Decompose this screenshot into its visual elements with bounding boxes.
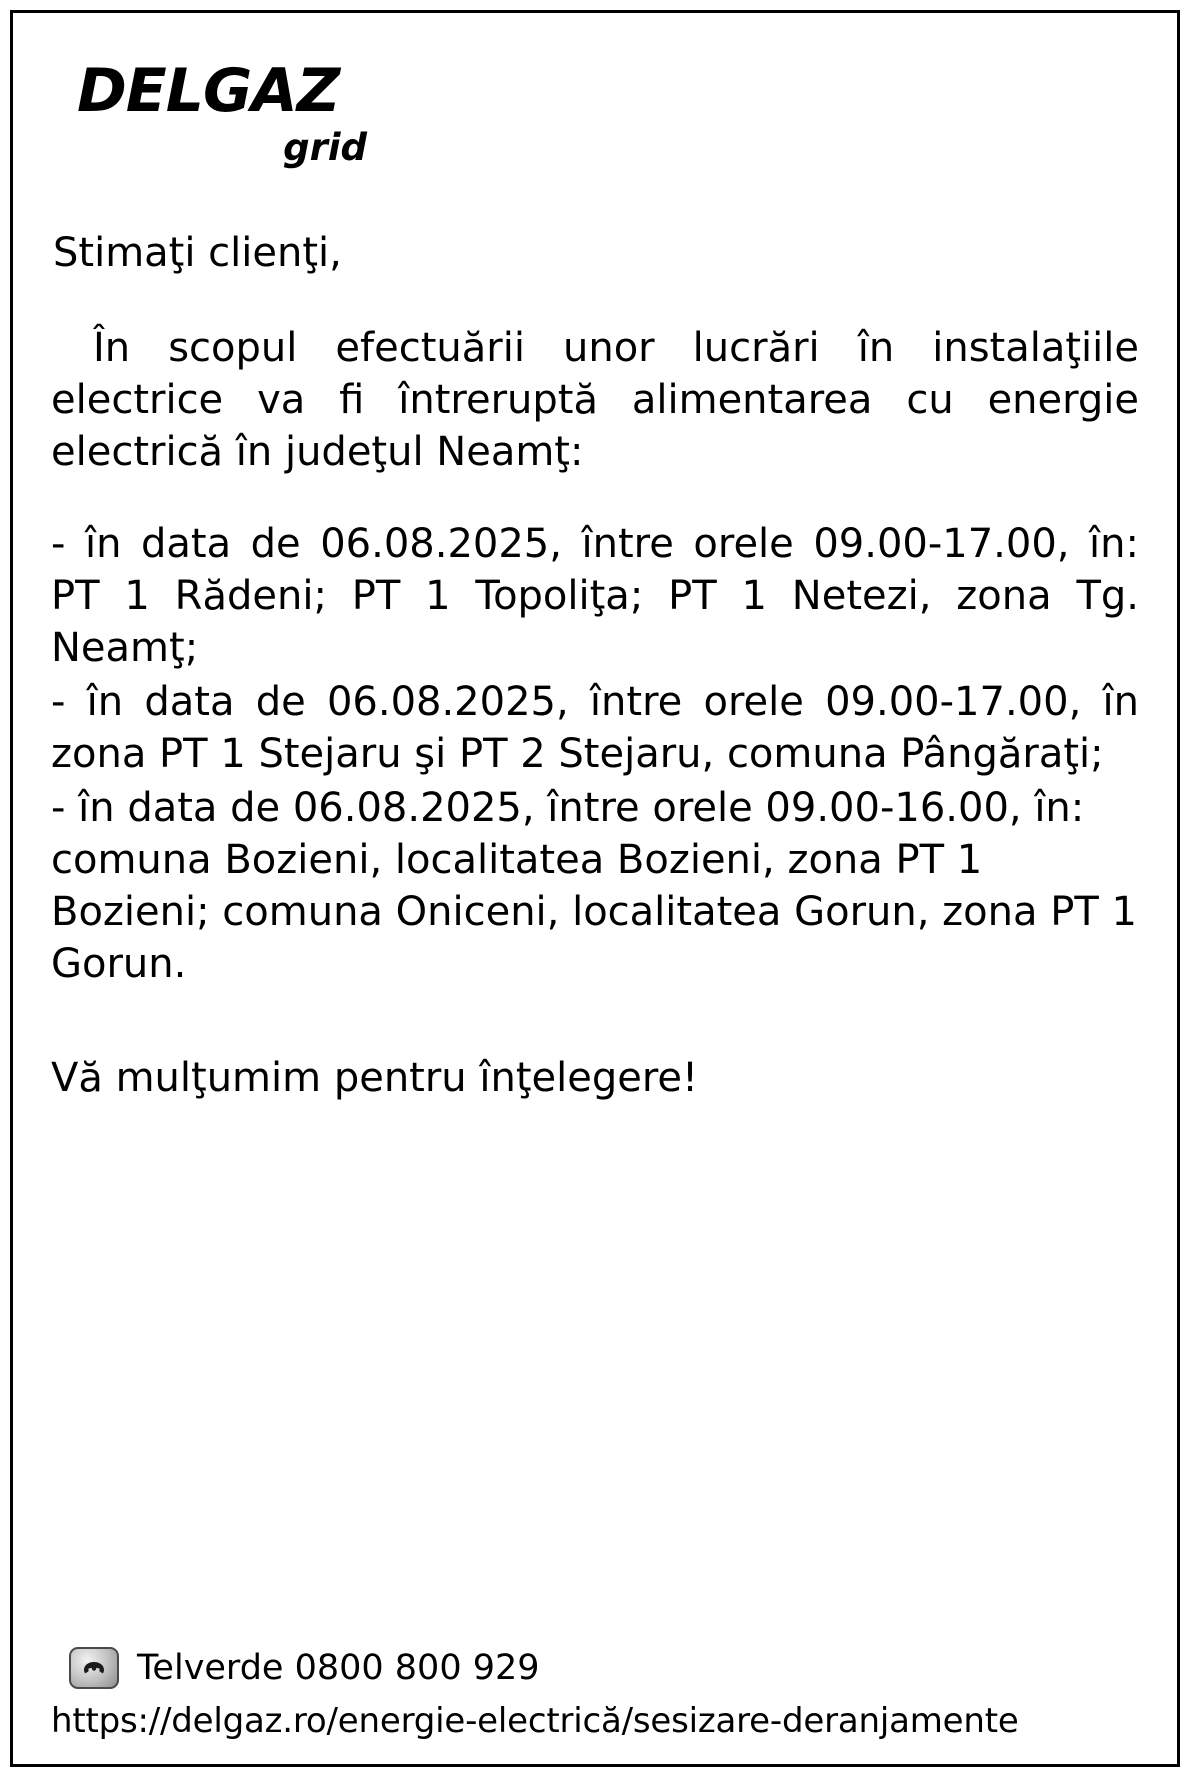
list-item: - în data de 06.08.2025, între orele 09.00-17.00, în zona PT 1 Stejaru şi PT 2 Stejaru, comuna Pângăraţi; [51, 679, 1139, 777]
logo-subtitle: grid [283, 126, 367, 169]
delgaz-grid-logo [77, 56, 377, 169]
website-url[interactable]: https://delgaz.ro/energie-electrică/sesizare-deranjamente [51, 1701, 1019, 1742]
logo-wordmark: DELGAZ [77, 56, 340, 126]
telverde-number: Telverde 0800 800 929 [137, 1647, 540, 1688]
list-item: - în data de 06.08.2025, între orele 09.00-16.00, în: comuna Bozieni, localitatea Bozieni, zona PT 1 Bozieni; comuna Oniceni, localitatea Gorun, zona PT 1 Gorun. [51, 785, 1137, 987]
salutation: Stimaţi clienţi, [53, 230, 342, 276]
outage-list [51, 518, 1139, 990]
telephone-icon [69, 1647, 119, 1689]
list-item: - în data de 06.08.2025, între orele 09.00-17.00, în: PT 1 Rădeni; PT 1 Topoliţa; PT 1 Netezi, zona Tg. Neamţ; [51, 521, 1139, 671]
notice-card [10, 10, 1180, 1767]
thanks-message: Vă mulţumim pentru înţelegere! [51, 1055, 699, 1101]
footer [51, 1647, 1139, 1742]
telverde-row [69, 1647, 1139, 1689]
intro-paragraph: În scopul efectuării unor lucrări în instalaţiile electrice va fi întreruptă alimentarea cu energie electrică în judeţul Neamţ: [51, 325, 1139, 475]
